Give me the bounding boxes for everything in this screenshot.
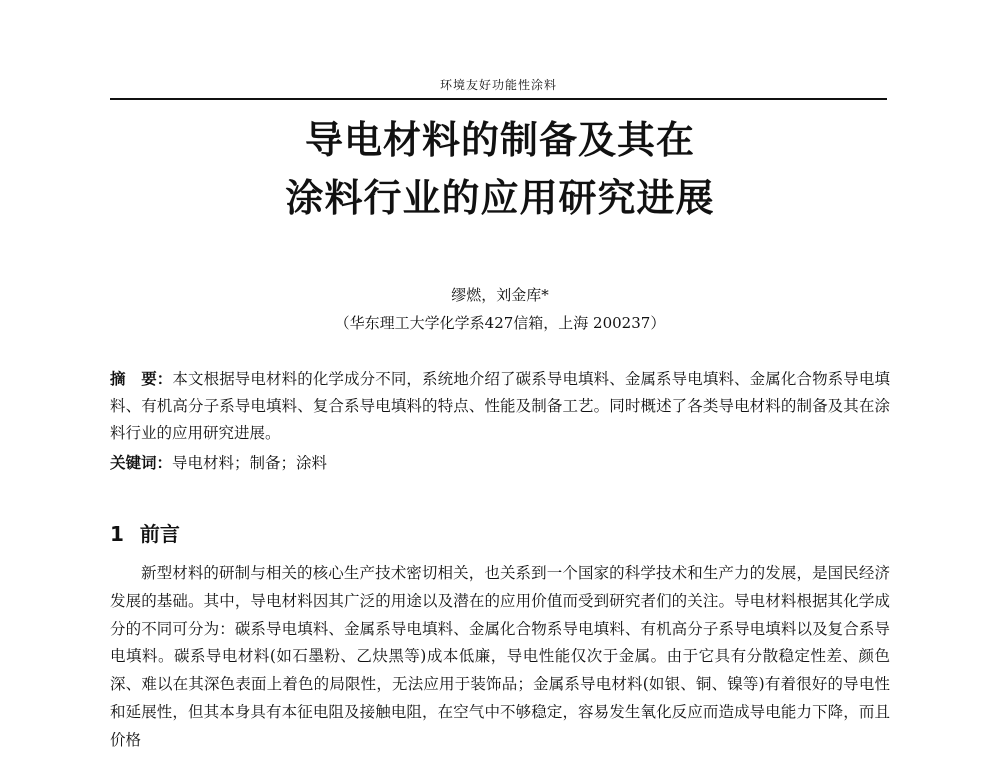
running-header: 环境友好功能性涂料	[439, 78, 557, 92]
abstract-label: 摘 要：	[110, 370, 173, 388]
abstract-text: 本文根据导电材料的化学成分不同，系统地介绍了碳系导电填料、金属系导电填料、金属化合物系导电填料、有机高分子系导电填料、复合系导电填料的特点、性能及制备工艺。同时概述了各类导电材料的制备及其在涂料行业的应用研究进展。	[110, 370, 890, 442]
section-heading	[110, 518, 180, 547]
abstract	[110, 366, 890, 447]
authors: 缪燃，刘金库*	[451, 286, 549, 304]
keywords-text: 导电材料；制备；涂料	[172, 454, 328, 472]
affiliation: （华东理工大学化学系427信箱，上海 200237）	[334, 314, 666, 332]
header-rule	[110, 98, 887, 100]
keywords-label: 关键词：	[110, 454, 173, 472]
section-title: 前言	[139, 522, 180, 546]
section-number: 1	[110, 522, 124, 546]
body-paragraph: 新型材料的研制与相关的核心生产技术密切相关，也关系到一个国家的科学技术和生产力的发展，是国民经济发展的基础。其中，导电材料因其广泛的用途以及潜在的应用价值而受到研究者们的关注。导电材料根据其化学成分的不同可分为：碳系导电填料、金属系导电填料、金属化合物系导电填料、有机高分子系导电填料以及复合系导电填料。碳系导电材料(如石墨粉、乙炔黑等)成本低廉，导电性能仅次于金属。由于它具有分散稳定性差、颜色深、难以在其深色表面上着色的局限性，无法应用于装饰品；金属系导电材料(如银、铜、镍等)有着很好的导电性和延展性，但其本身具有本征电阻及接触电阻，在空气中不够稳定，容易发生氧化反应而造成导电能力下降，而且价格	[110, 564, 890, 749]
paper-title-line-2: 涂料行业的应用研究进展	[285, 176, 715, 220]
keywords	[110, 450, 890, 477]
paper-title-line-1: 导电材料的制备及其在	[304, 118, 695, 162]
